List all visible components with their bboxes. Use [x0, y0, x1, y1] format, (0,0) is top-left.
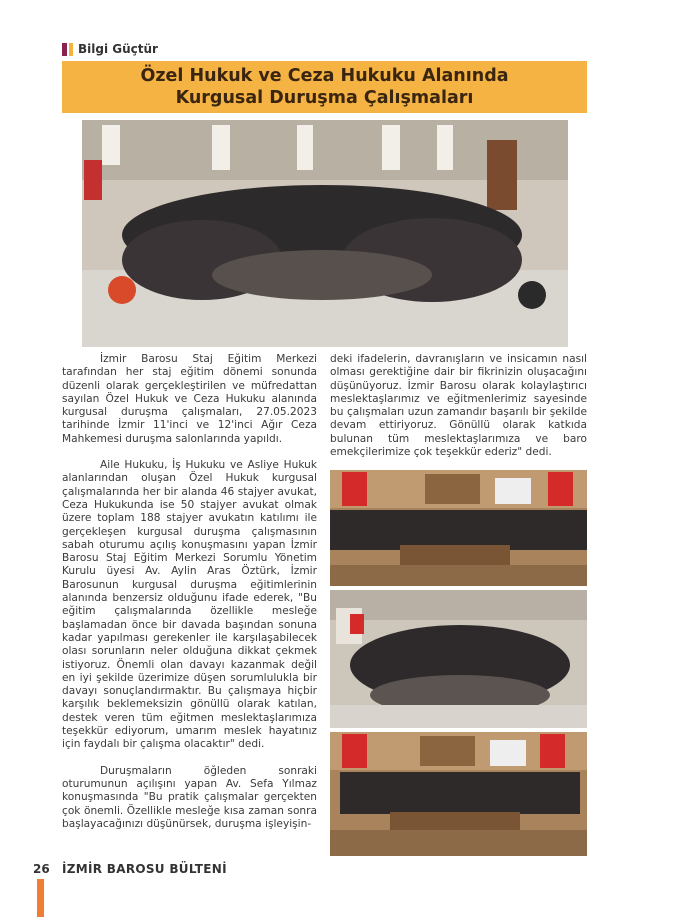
- publication-name: İZMİR BAROSU BÜLTENİ: [62, 862, 227, 876]
- left-paragraph-2: Aile Hukuku, İş Hukuku ve Asliye Hukuk alanlarından oluşan Özel Hukuk kurgusal çalışmalarında her bir alanda 46 stajyer avukat, Ceza Hukukunda ise 50 stajyer avukat olmak üzere toplam 188 stajyer avukatın katılımı ile gerçekleşen kurgusal duruşma çalışmasının sabah oturumu açılış konuşmasını yapan İzmir Barosu Staj Eğitim Merkezi Sorumlu Yönetim Kurulu üyesi Av. Aylin Aras Öztürk, İzmir Barosunun kurgusal duruşma eğitimlerinin alanında benzersiz olduğunu ifade ederek, "Bu eğitim çalışmalarında özellikle mesleğe başlamadan önce bir davada başından sonuna kadar yapılması gerekenler ile karşılaşabilecek olası sorunların neler olduğuna dikkat çekmek istiyoruz. Önemli olan davayı kazanmak değil en iyi şekilde üzerimize düşen sorumlulukla bir davayı sonuçlandırmaktır. Bu çalışmaya hiçbir karşılık beklemeksizin gönüllü olarak katılan, destek veren tüm eğitmen meslektaşlarımıza teşekkür ediyorum, umarım meslek hayatınız için faydalı bir çalışma olacaktır" dedi.: [62, 459, 317, 751]
- section-tag-accent-purple: [62, 43, 67, 56]
- section-tag-label: Bilgi Güçtür: [78, 42, 158, 56]
- left-column: [62, 353, 317, 844]
- main-group-photo: [82, 120, 568, 347]
- article-title-line-2: Kurgusal Duruşma Çalışmaları: [175, 88, 474, 108]
- page-number: 26: [33, 862, 50, 876]
- section-tag: [62, 42, 158, 56]
- courtroom-photo-1: [330, 470, 587, 586]
- section-tag-accent-yellow: [69, 43, 73, 56]
- courtroom-photo-2: [330, 590, 587, 728]
- courtroom-photo-3: [330, 732, 587, 856]
- right-paragraph-1: deki ifadelerin, davranışların ve insicamın nasıl olması gerektiğine dair bir fikrinizin oluşacağını düşünüyoruz. İzmir Barosu olarak kolaylaştırıcı meslektaşlarımız ve eğitmenlerimiz sayesinde bu çalışmaları uzun zamandır başarılı bir şekilde devam ettiriyoruz. Gönüllü olarak katkıda bulunan tüm meslektaşlarımıza ve baro emekçilerimize çok teşekkür ederiz" dedi.: [330, 353, 587, 459]
- right-column: [330, 353, 587, 472]
- left-paragraph-1: İzmir Barosu Staj Eğitim Merkezi tarafından her staj eğitim dönemi sonunda düzenli olarak gerçekleştirilen ve müfredattan sayılan Özel Hukuk ve Ceza Hukuku alanında kurgusal duruşma çalışmaları, 27.05.2023 tarihinde İzmir 11'inci ve 12'inci Ağır Ceza Mahkemesi duruşma salonlarında yapıldı.: [62, 353, 317, 445]
- article-title-line-1: Özel Hukuk ve Ceza Hukuku Alanında: [140, 66, 509, 86]
- left-paragraph-3: Duruşmaların öğleden sonraki oturumunun açılışını yapan Av. Sefa Yılmaz konuşmasında "Bu pratik çalışmalar gerçekten çok önemli. Özellikle mesleğe kısa zaman sonra başlayacağınızı düşünürsek, duruşma işleyişin-: [62, 764, 317, 830]
- article-title-box: [62, 61, 587, 113]
- footer-accent-bar: [37, 879, 44, 917]
